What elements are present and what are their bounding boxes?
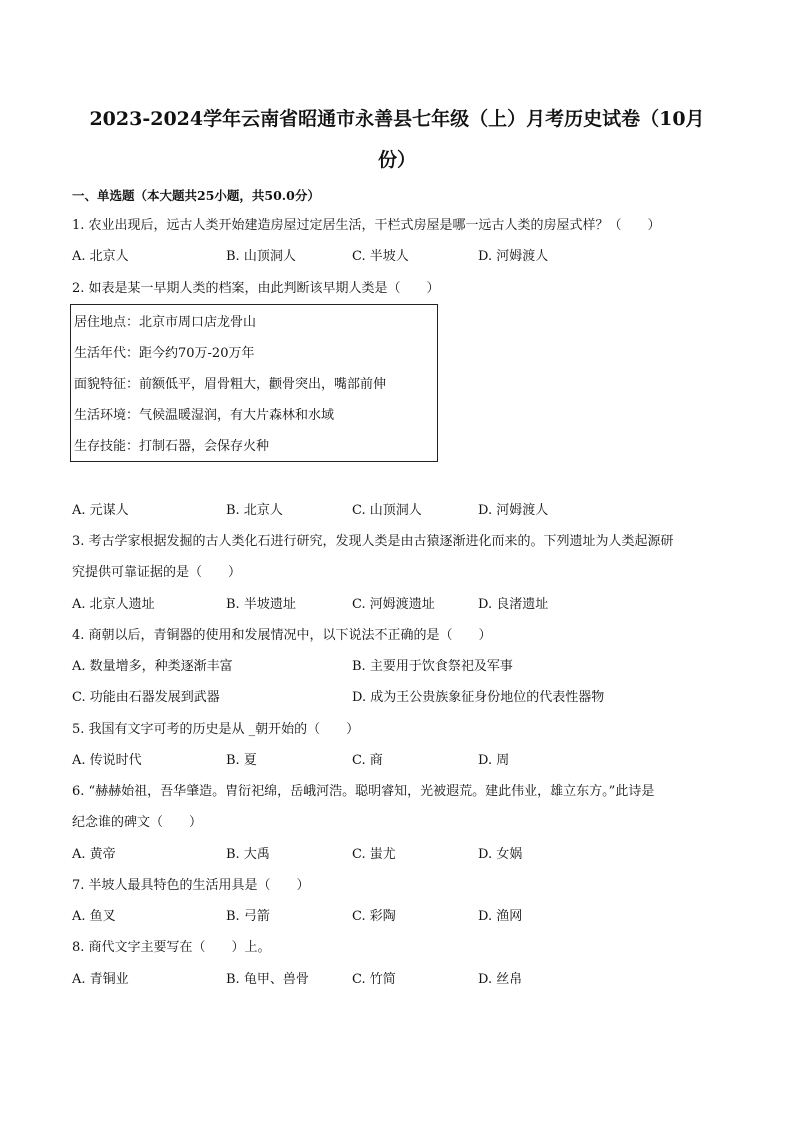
question-3-option-a: A. 北京人遗址 <box>72 597 155 612</box>
question-1-option-d: D. 河姆渡人 <box>478 249 549 264</box>
question-3-stem-line2: 究提供可靠证据的是（ ） <box>72 565 242 580</box>
question-5-options <box>72 752 732 770</box>
question-5-stem: 5. 我国有文字可考的历史是从 _朝开始的（ ） <box>72 722 360 737</box>
question-7-option-c: C. 彩陶 <box>352 909 396 924</box>
question-2-options <box>72 502 732 520</box>
question-1-option-a: A. 北京人 <box>72 249 129 264</box>
question-2-profile-table <box>70 304 438 462</box>
exam-title-line2: 份） <box>377 149 416 171</box>
question-8-option-b: B. 龟甲、兽骨 <box>226 972 309 987</box>
section-heading: 一、单选题（本大题共25小题，共50.0分） <box>72 188 320 203</box>
question-6-stem-line2: 纪念谁的碑文（ ） <box>72 815 203 830</box>
question-4-option-b: B. 主要用于饮食祭祀及军事 <box>352 659 513 674</box>
question-8-options <box>72 971 732 989</box>
question-3-option-b: B. 半坡遗址 <box>226 597 296 612</box>
question-1-option-b: B. 山顶洞人 <box>226 249 296 264</box>
question-7-options <box>72 908 732 926</box>
profile-row-environment: 生活环境：气候温暖湿润，有大片森林和水域 <box>74 408 335 423</box>
question-4-option-c: C. 功能由石器发展到武器 <box>72 690 220 705</box>
question-2-option-b: B. 北京人 <box>226 503 283 518</box>
question-3-option-d: D. 良渚遗址 <box>478 597 549 612</box>
question-3-stem-line1: 3. 考古学家根据发掘的古人类化石进行研究，发现人类是由古猿逐渐进化而来的。下列遗址为人类起源研 <box>72 534 674 549</box>
question-6-options <box>72 846 732 864</box>
question-6-option-a: A. 黄帝 <box>72 847 116 862</box>
question-5-option-c: C. 商 <box>352 753 383 768</box>
question-7-option-b: B. 弓箭 <box>226 909 270 924</box>
question-4-option-d: D. 成为王公贵族象征身份地位的代表性器物 <box>352 690 605 705</box>
question-6-option-c: C. 蚩尤 <box>352 847 396 862</box>
question-1-stem: 1. 农业出现后，远古人类开始建造房屋过定居生活，干栏式房屋是哪一远古人类的房屋式样？（ ） <box>72 218 661 233</box>
question-5-option-d: D. 周 <box>478 753 510 768</box>
question-5-option-a: A. 传说时代 <box>72 753 142 768</box>
question-8-stem: 8. 商代文字主要写在（ ）上。 <box>72 940 271 955</box>
question-2-option-c: C. 山顶洞人 <box>352 503 422 518</box>
question-4-options-row1 <box>72 658 732 676</box>
question-7-option-d: D. 渔网 <box>478 909 523 924</box>
question-4-options-row2 <box>72 689 732 707</box>
question-8-option-d: D. 丝帛 <box>478 972 523 987</box>
question-4-option-a: A. 数量增多，种类逐渐丰富 <box>72 659 233 674</box>
question-1-options <box>72 248 732 266</box>
profile-row-era: 生活年代：距今约70万-20万年 <box>74 346 255 361</box>
question-7-option-a: A. 鱼叉 <box>72 909 116 924</box>
exam-title-line1: 2023-2024学年云南省昭通市永善县七年级（上）月考历史试卷（10月 <box>89 108 705 130</box>
question-6-option-b: B. 大禹 <box>226 847 270 862</box>
profile-row-skills: 生存技能：打制石器，会保存火种 <box>74 439 270 454</box>
question-8-option-c: C. 竹简 <box>352 972 396 987</box>
question-3-options <box>72 596 732 614</box>
question-8-option-a: A. 青铜业 <box>72 972 129 987</box>
question-6-stem-line1: 6. “赫赫始祖，吾华肇造。胄衍祀绵，岳峨河浩。聪明睿知，光被遐荒。建此伟业，雄立东方。”此诗是 <box>72 784 655 799</box>
question-2-stem: 2. 如表是某一早期人类的档案，由此判断该早期人类是（ ） <box>72 281 440 296</box>
question-7-stem: 7. 半坡人最具特色的生活用具是（ ） <box>72 878 310 893</box>
profile-row-appearance: 面貌特征：前额低平，眉骨粗大，颧骨突出，嘴部前伸 <box>74 377 387 392</box>
profile-row-residence: 居住地点：北京市周口店龙骨山 <box>74 315 257 330</box>
question-4-stem: 4. 商朝以后，青铜器的使用和发展情况中，以下说法不正确的是（ ） <box>72 628 492 643</box>
question-5-option-b: B. 夏 <box>226 753 257 768</box>
question-2-option-a: A. 元谋人 <box>72 503 129 518</box>
question-2-option-d: D. 河姆渡人 <box>478 503 549 518</box>
question-6-option-d: D. 女娲 <box>478 847 523 862</box>
question-3-option-c: C. 河姆渡遗址 <box>352 597 435 612</box>
question-1-option-c: C. 半坡人 <box>352 249 409 264</box>
